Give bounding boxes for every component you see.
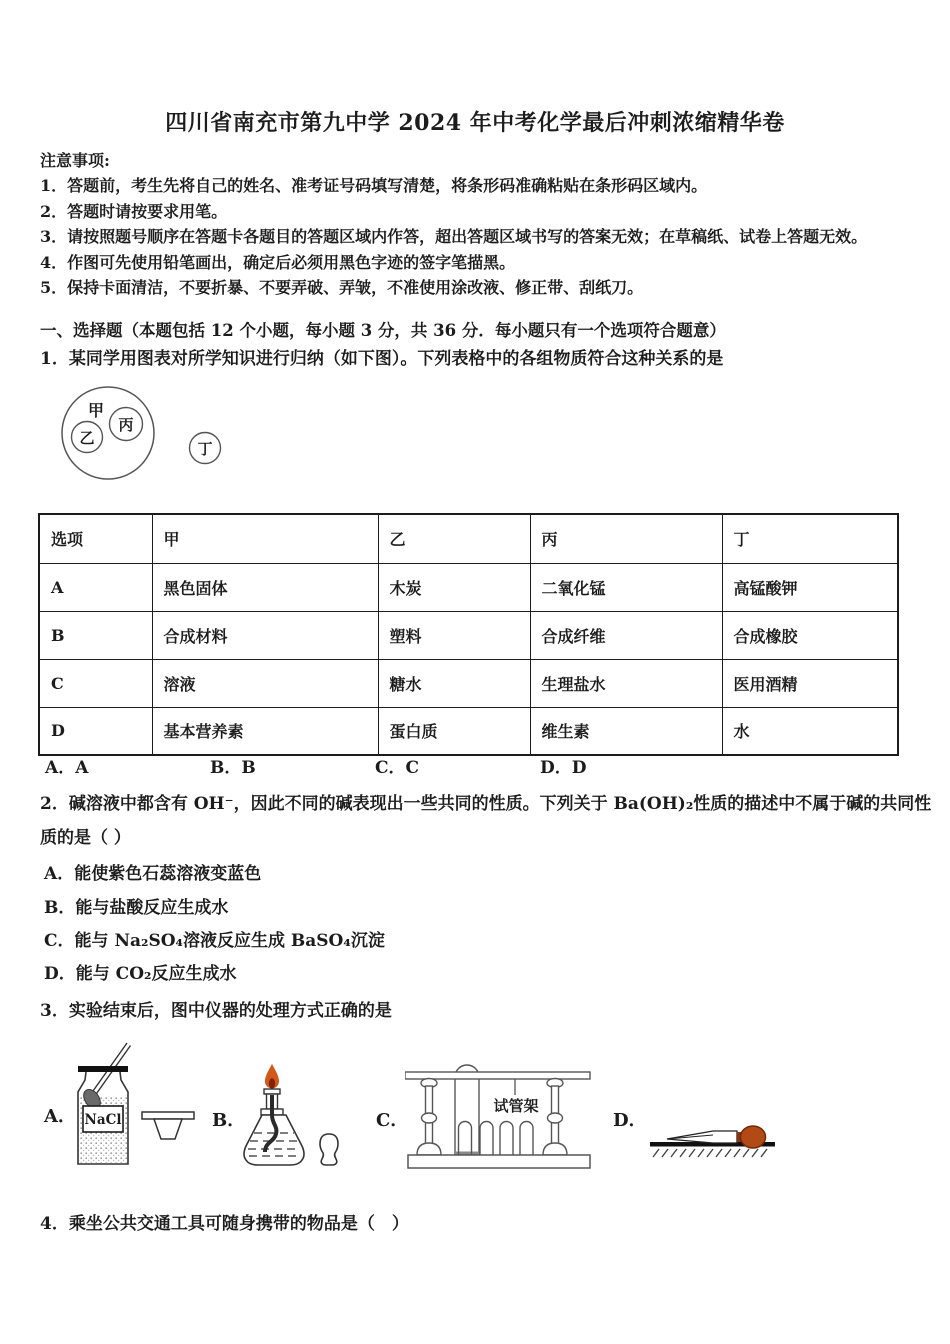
table-cell: 水 <box>722 707 898 755</box>
q2-option-c: C．能与 Na₂SO₄溶液反应生成 BaSO₄沉淀 <box>44 931 385 951</box>
table-cell: 维生素 <box>530 707 722 755</box>
q3-figure-label-d: D． <box>613 1110 647 1131</box>
table-cell: 生理盐水 <box>530 659 722 707</box>
notes-block <box>40 148 940 300</box>
table-cell: 合成橡胶 <box>722 611 898 659</box>
rack-base <box>408 1155 590 1168</box>
q2-option-a: A．能使紫色石蕊溶液变蓝色 <box>44 864 262 884</box>
page-title: 四川省南充市第九中学 2024 年中考化学最后冲刺浓缩精华卷 <box>165 110 785 136</box>
table-row <box>39 707 898 755</box>
table-cell: 溶液 <box>152 659 378 707</box>
venn-inner-left-label: 乙 <box>79 429 95 447</box>
bottle-label-text: NaCl <box>84 1112 122 1128</box>
table-cell: C <box>39 659 152 707</box>
q2-option-d: D．能与 CO₂反应生成水 <box>44 964 237 984</box>
table-cell: 医用酒精 <box>722 659 898 707</box>
note-item: 4．作图可先使用铅笔画出，确定后必须用黑色字迹的签字笔描黑。 <box>40 252 516 272</box>
table-row <box>39 563 898 611</box>
rack-left-post <box>417 1079 441 1156</box>
note-item: 1．答题前，考生先将自己的姓名、准考证号码填写清楚，将条形码准确粘贴在条形码区域内。 <box>40 176 708 196</box>
note-item: 2．答题时请按要求用笔。 <box>40 201 228 221</box>
table-row <box>39 659 898 707</box>
table-cell: 黑色固体 <box>152 563 378 611</box>
notes-heading: 注意事项: <box>40 151 110 170</box>
table-header-row <box>39 514 898 563</box>
table-cell: 糖水 <box>378 659 530 707</box>
reagent-bottle-figure <box>70 1042 200 1172</box>
q2-option-b: B．能与盐酸反应生成水 <box>44 898 229 918</box>
question-2-text-line2: 质的是（ ） <box>40 828 131 848</box>
test-tube-rack-figure <box>405 1062 595 1170</box>
lamp-cap-icon <box>320 1134 338 1165</box>
table-cell: 木炭 <box>378 563 530 611</box>
question-1-text: 1．某同学用图表对所学知识进行归纳（如下图）。下列表格中的各组物质符合这种关系的是 <box>40 349 724 369</box>
table-cell: 蛋白质 <box>378 707 530 755</box>
rack-label: 试管架 <box>493 1097 539 1115</box>
table-header-cell: 甲 <box>152 514 378 563</box>
table-cell: 合成纤维 <box>530 611 722 659</box>
q1-table <box>38 513 899 756</box>
question-3-text: 3．实验结束后，图中仪器的处理方式正确的是 <box>40 1001 392 1021</box>
flame-core <box>269 1078 275 1088</box>
q1-option-d: D．D <box>540 758 587 778</box>
venn-diagram <box>55 385 285 490</box>
rack-right-post <box>543 1079 567 1156</box>
table-cell: 二氧化锰 <box>530 563 722 611</box>
table-header-cell: 丁 <box>722 514 898 563</box>
bottle-cap <box>78 1066 128 1072</box>
q3-figure-label-a: A． <box>44 1106 76 1127</box>
venn-outside-label: 丁 <box>197 440 213 458</box>
bottle-stopper-icon <box>142 1112 194 1139</box>
q3-figure-label-b: B． <box>212 1110 246 1131</box>
note-item: 3．请按照题号顺序在答题卡各题目的答题区域内作答，超出答题区域书写的答案无效；在草稿纸、试卷上答题无效。 <box>40 227 868 247</box>
table-header-cell: 选项 <box>39 514 152 563</box>
table-header-cell: 乙 <box>378 514 530 563</box>
table-cell: 合成材料 <box>152 611 378 659</box>
bench-hatching <box>653 1149 767 1157</box>
table-cell: B <box>39 611 152 659</box>
question-2-text-line1: 2．碱溶液中都含有 OH⁻，因此不同的碱表现出一些共同的性质。下列关于 Ba(OH)₂性质的描述中不属于碱的共同性 <box>40 794 932 814</box>
table-cell: 塑料 <box>378 611 530 659</box>
note-item: 5．保持卡面清洁，不要折暴、不要弄破、弄皱，不准使用涂改液、修正带、刮纸刀。 <box>40 278 644 298</box>
dropper-bulb <box>741 1126 766 1148</box>
q3-figure-label-c: C． <box>376 1110 409 1131</box>
venn-inner-right-label: 丙 <box>118 416 134 434</box>
table-cell: A <box>39 563 152 611</box>
q1-option-c: C．C <box>375 758 420 778</box>
table-cell: D <box>39 707 152 755</box>
section-heading: 一、选择题（本题包括 12 个小题，每小题 3 分，共 36 分．每小题只有一个选项符合题意） <box>40 321 726 340</box>
dropper-figure <box>645 1113 785 1165</box>
table-row <box>39 611 898 659</box>
table-cell: 基本营养素 <box>152 707 378 755</box>
venn-outer-label: 甲 <box>87 401 105 420</box>
q1-option-b: B．B <box>210 758 256 778</box>
alcohol-lamp-figure <box>238 1058 348 1170</box>
table-cell: 高锰酸钾 <box>722 563 898 611</box>
table-header-cell: 丙 <box>530 514 722 563</box>
q1-option-a: A．A <box>45 758 89 778</box>
question-4-text: 4．乘坐公共交通工具可随身携带的物品是（ ） <box>40 1214 409 1234</box>
